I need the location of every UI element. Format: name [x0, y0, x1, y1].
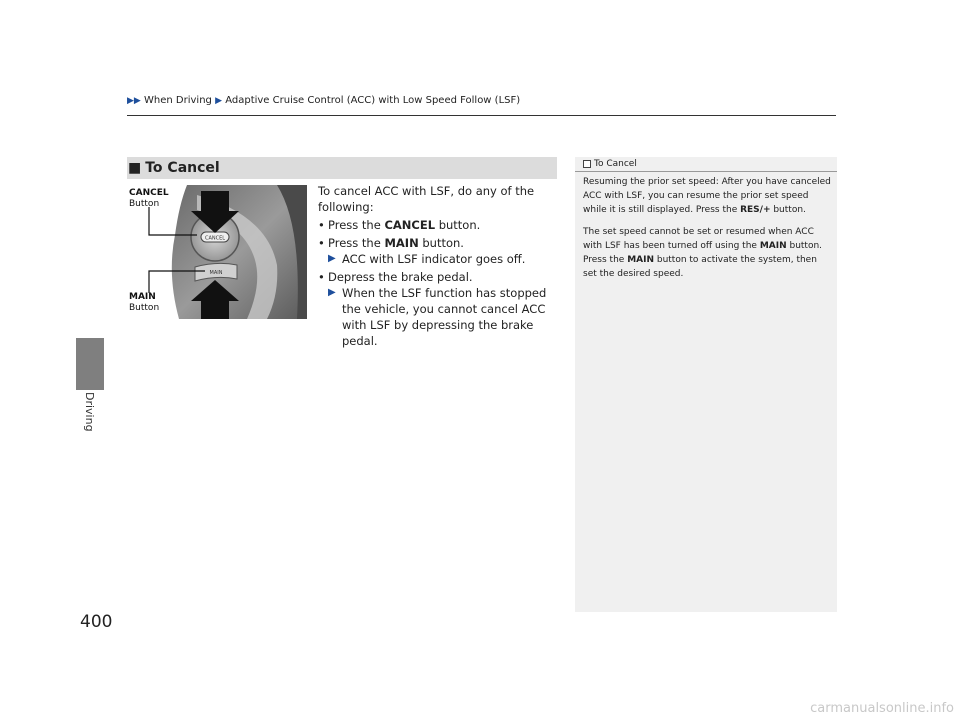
res-button-name: RES/+ — [740, 205, 771, 215]
breadcrumb — [127, 95, 520, 106]
cancel-button-callout — [129, 188, 169, 210]
notes-text: button. — [770, 205, 806, 215]
intro-text: To cancel ACC with LSF, do any of the following: — [318, 184, 535, 214]
cancel-button-text: CANCEL — [204, 235, 226, 242]
main-callout-suffix: Button — [129, 303, 160, 313]
main-button-name: MAIN — [759, 241, 787, 251]
section-square-icon: ■ — [128, 160, 142, 176]
notes-panel — [575, 157, 837, 612]
breadcrumb-arrow-icon: ▶▶ — [127, 96, 141, 106]
cancel-button-name: CANCEL — [384, 218, 436, 232]
section-header — [127, 157, 557, 179]
bullet-icon: • — [318, 270, 325, 284]
main-button-name: MAIN — [384, 236, 419, 250]
chapter-tab[interactable] — [76, 338, 104, 390]
list-subitem — [318, 251, 563, 267]
section-title: To Cancel — [145, 160, 220, 176]
main-callout-label: MAIN — [129, 292, 156, 302]
result-arrow-icon: ▶ — [328, 287, 336, 298]
list-item — [318, 269, 563, 285]
bullet-icon: • — [318, 236, 325, 250]
notes-paragraph — [583, 175, 833, 217]
bullet-text: Depress the brake pedal. — [328, 270, 473, 284]
header-rule — [127, 115, 836, 116]
chapter-label-text: Driving — [83, 392, 96, 432]
breadcrumb-acc-lsf[interactable]: Adaptive Cruise Control (ACC) with Low Speed Follow (LSF) — [225, 95, 521, 106]
bullet-text: button. — [418, 236, 464, 250]
subitem-text: When the LSF function has stopped the vehicle, you cannot cancel ACC with LSF by depressing the brake pedal. — [342, 286, 547, 348]
list-item — [318, 235, 563, 251]
main-button-text: MAIN — [209, 270, 223, 276]
list-item — [318, 217, 563, 233]
main-button-callout — [129, 292, 159, 314]
notes-body — [583, 175, 833, 289]
result-arrow-icon: ▶ — [328, 253, 336, 264]
chapter-label — [80, 392, 100, 438]
breadcrumb-when-driving[interactable]: When Driving — [144, 95, 212, 106]
main-button-name: MAIN — [627, 255, 654, 265]
bullet-text: Press the — [328, 218, 385, 232]
note-reference-icon — [583, 160, 591, 168]
bullet-text: Press the — [328, 236, 385, 250]
notes-rule — [575, 171, 837, 172]
watermark: carmanualsonline.info — [810, 701, 954, 716]
bullet-icon: • — [318, 218, 325, 232]
bullet-text: button. — [435, 218, 481, 232]
breadcrumb-arrow-icon: ▶ — [215, 96, 223, 106]
cancel-instructions — [318, 183, 563, 349]
notes-text: The set speed cannot be set or resumed when ACC with LSF has been turned off using the — [583, 227, 814, 251]
notes-heading — [583, 159, 637, 169]
cancel-callout-suffix: Button — [129, 199, 160, 209]
notes-heading-text: To Cancel — [594, 159, 637, 169]
list-subitem — [318, 285, 563, 349]
cancel-callout-label: CANCEL — [129, 188, 169, 198]
subitem-text: ACC with LSF indicator goes off. — [342, 252, 526, 266]
notes-text: button. Press the — [583, 241, 823, 265]
page-number: 400 — [80, 612, 113, 632]
notes-paragraph — [583, 225, 833, 281]
notes-text: button to activate the system, then set the desired speed. — [583, 255, 817, 279]
steering-wheel-figure — [127, 185, 307, 319]
notes-text: Resuming the prior set speed: After you have canceled ACC with LSF, you can resume the prior set speed while it is still displayed. Press the — [583, 177, 831, 215]
